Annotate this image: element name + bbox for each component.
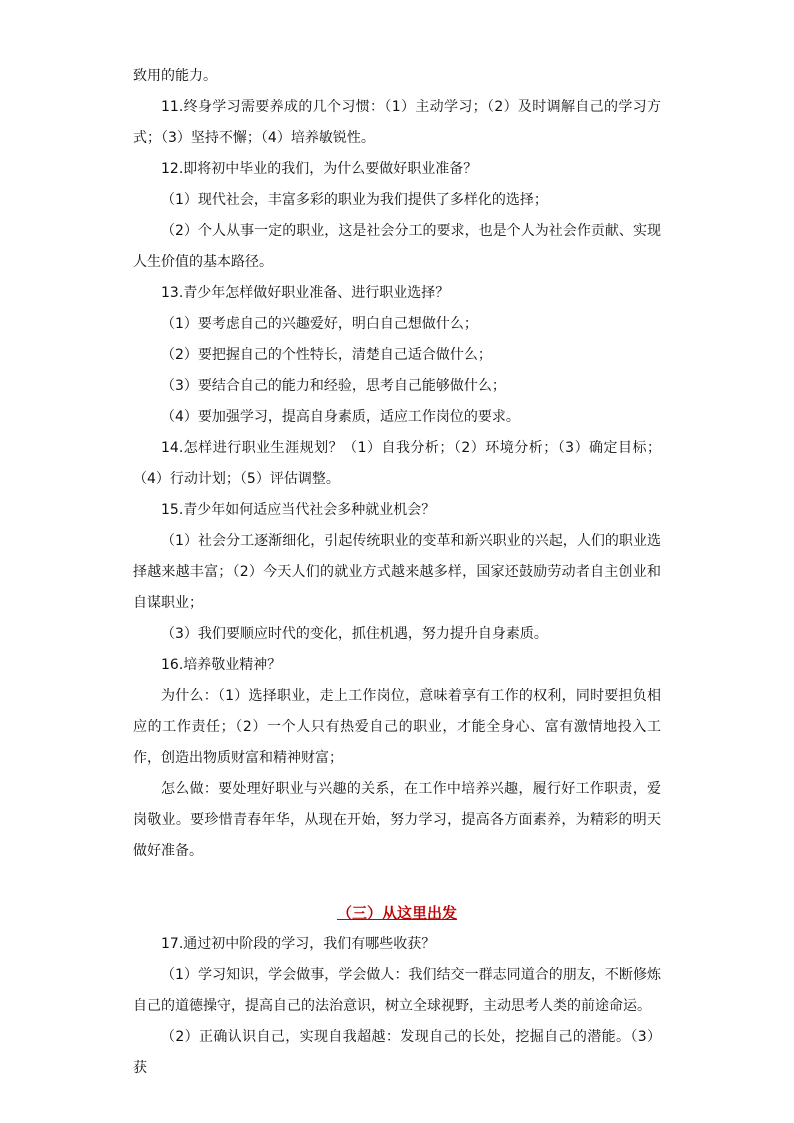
paragraph: （3）要结合自己的能力和经验，思考自己能够做什么； xyxy=(161,378,506,394)
paragraph: 14.怎样进行职业生涯规划？（1）自我分析；（2）环境分析；（3）确定目标；（4）行动计划；（5）评估调整。 xyxy=(133,440,661,487)
paragraph: 13.青少年怎样做好职业准备、进行职业选择？ xyxy=(161,285,450,301)
paragraph: （2）要把握自己的个性特长，清楚自己适合做什么； xyxy=(161,347,492,363)
document-body xyxy=(133,61,661,1084)
paragraph: 17.通过初中阶段的学习，我们有哪些收获？ xyxy=(161,936,436,952)
paragraph: （2）个人从事一定的职业，这是社会分工的要求，也是个人为社会作贡献、实现人生价值的基本路径。 xyxy=(133,223,661,270)
section-spacer xyxy=(133,867,661,898)
paragraph: （3）我们要顺应时代的变化，抓住机遇，努力提升自身素质。 xyxy=(161,626,548,642)
paragraph: 11.终身学习需要养成的几个习惯：（1）主动学习；（2）及时调解自己的学习方式；（3）坚持不懈；（4）培养敏锐性。 xyxy=(133,99,661,146)
paragraph: （1）现代社会，丰富多彩的职业为我们提供了多样化的选择； xyxy=(161,192,548,208)
paragraph: 为什么：（1）选择职业，走上工作岗位，意味着享有工作的权利，同时要担负相应的工作责任；（2）一个人只有热爱自己的职业，才能全身心、富有激情地投入工作，创造出物质财富和精神财富； xyxy=(133,688,661,766)
paragraph: （4）要加强学习，提高自身素质，适应工作岗位的要求。 xyxy=(161,409,520,425)
paragraph: （1）社会分工逐渐细化，引起传统职业的变革和新兴职业的兴起，人们的职业选择越来越丰富；（2）今天人们的就业方式越来越多样，国家还鼓励劳动者自主创业和自谋职业； xyxy=(133,533,661,611)
paragraph: 15.青少年如何适应当代社会多种就业机会？ xyxy=(161,502,436,518)
paragraph: （1）要考虑自己的兴趣爱好，明白自己想做什么； xyxy=(161,316,478,332)
paragraph: 致用的能力。 xyxy=(133,68,217,84)
section-title: （三）从这里出发 xyxy=(336,904,457,922)
paragraph: （1）学习知识，学会做事，学会做人：我们结交一群志同道合的朋友，不断修炼自己的道德操守，提高自己的法治意识，树立全球视野，主动思考人类的前途命运。 xyxy=(133,967,661,1014)
paragraph: 怎么做：要处理好职业与兴趣的关系，在工作中培养兴趣，履行好工作职责，爱岗敬业。要珍惜青春年华，从现在开始，努力学习，提高各方面素养，为精彩的明天做好准备。 xyxy=(133,781,661,859)
paragraph: 16.培养敬业精神？ xyxy=(161,657,282,673)
paragraph: 12.即将初中毕业的我们，为什么要做好职业准备？ xyxy=(161,161,478,177)
paragraph: （2）正确认识自己，实现自我超越：发现自己的长处，挖掘自己的潜能。（3）获 xyxy=(133,1029,661,1076)
